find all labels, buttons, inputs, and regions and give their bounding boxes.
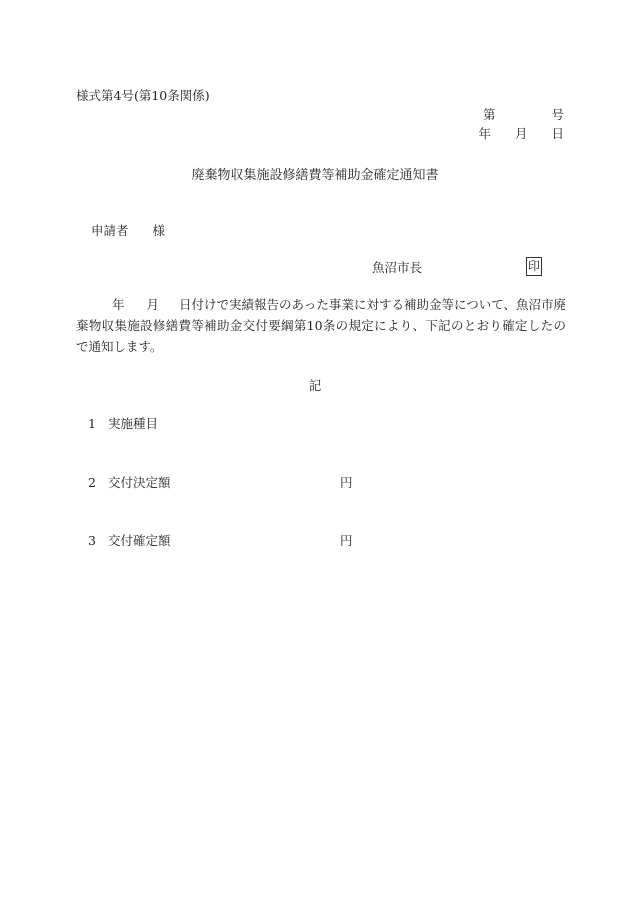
item-label: 実施種目: [108, 416, 159, 431]
list-item: [88, 531, 171, 549]
item-unit: 円: [340, 533, 353, 548]
document-date-line: [478, 124, 564, 142]
seal-stamp: 印: [526, 257, 542, 276]
applicant-label: 申請者: [91, 223, 129, 238]
number-suffix: 号: [551, 107, 564, 122]
body-text: 日付けで実績報告のあった事業に対する補助金等について、魚沼市廃棄物収集施設修繕費等補助金交付要綱第10条の規定により、下記のとおり確定したので通知します。: [76, 297, 566, 354]
sender-name: 魚沼市長: [372, 260, 423, 275]
date-year: 年: [478, 126, 491, 141]
item-label: 交付決定額: [108, 475, 171, 490]
applicant-line: [91, 221, 165, 239]
date-day: 日: [551, 126, 564, 141]
number-prefix: 第: [482, 107, 496, 122]
applicant-honorific: 様: [152, 223, 166, 238]
form-number: 様式第4号(第10条関係): [76, 88, 210, 103]
document-number-line: [483, 105, 564, 123]
date-month: 月: [514, 126, 528, 141]
body-year: 年: [112, 297, 125, 312]
body-paragraph: [76, 294, 566, 357]
item-number: 2: [88, 475, 96, 490]
body-month: 月: [146, 297, 160, 312]
item-label: 交付確定額: [108, 533, 171, 548]
document-title: 廃棄物収集施設修繕費等補助金確定通知書: [191, 168, 439, 183]
list-item: [88, 473, 171, 491]
item-unit: 円: [340, 475, 353, 490]
list-item: [88, 414, 158, 432]
ki-heading: 記: [308, 378, 322, 393]
item-number: 3: [88, 533, 96, 548]
item-number: 1: [88, 416, 96, 431]
